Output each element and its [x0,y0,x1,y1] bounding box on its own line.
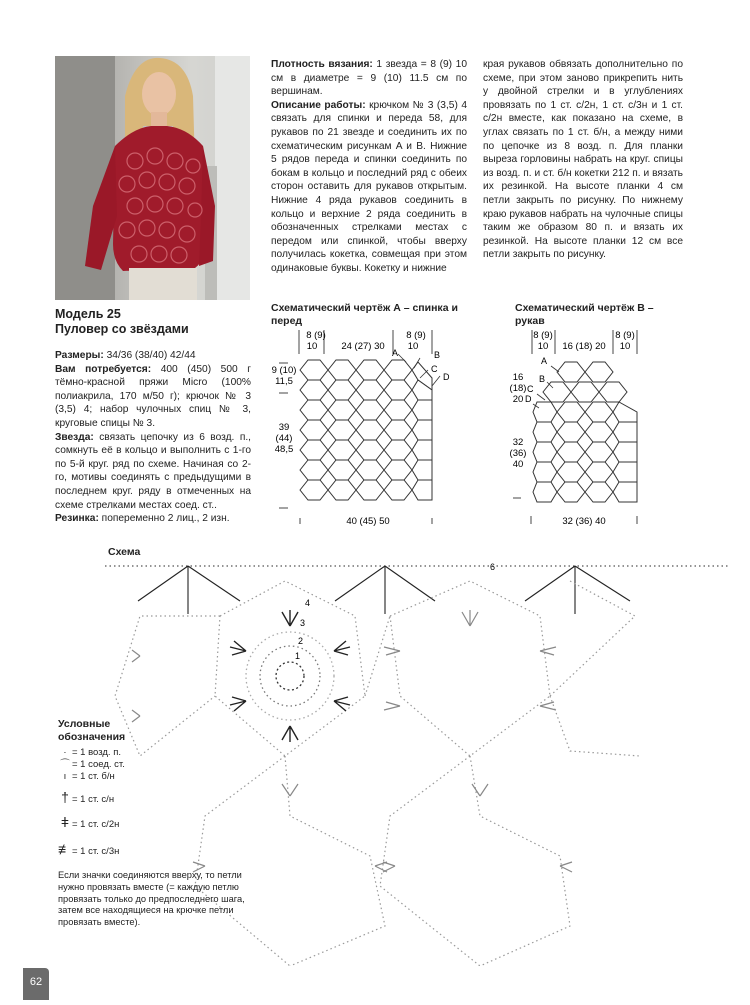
gauge-para: Плотность вязания: 1 звезда = 8 (9) 10 см в диаметре = 9 (10) 11.5 см по вершинам. [271,59,467,98]
diagram-b-title: Схематический чертёж В – рукав [515,302,654,327]
a-letter-b: B [434,350,441,360]
a-side-top-1: 9 (10) [271,365,297,376]
b-side-top-1: 16 [512,372,524,383]
b-side-mid-1: 32 [512,437,524,448]
model-name: Пуловер со звёздами [55,322,189,336]
double-treble-icon: ≢ [58,841,72,857]
b-letter-a: A [541,356,548,366]
diagram-a [268,328,468,528]
legend-item-dc: † = 1 ст. с/н [58,791,258,806]
b-letter-d: D [525,394,532,404]
b-top-left-1: 8 (9) [533,330,553,341]
b-side-mid-3: 40 [512,459,524,470]
b-top-left-2: 10 [537,341,549,352]
description-para: Описание работы: крючком № 3 (3,5) 4 связать для спинки и переда 58, для рукавов по 21 звезде и соединить их по схематическим рисункам A и B. Нижние 5 рядов переда и спинки соединить по бокам в кольцо и последний ряд с обеих сторон оставить для рукавов открытым. Нижние 4 ряда рукавов соединить в кольцо и верхние 2 ряда соединить в обозначенных стрелками местах с передом или спинкой, чтобы вверху получилась кокетка, совмещая при этом одинаковые буквы. Кокетку и нижние [271,99,467,274]
hex-grid-a [300,360,432,500]
a-letter-c: C [431,364,438,374]
diagram-a-title: Схематический чертёж А – спинка и перед [271,302,458,327]
model-number: Модель 25 [55,307,121,321]
legend-item-chain: · = 1 возд. п. [58,747,258,759]
legend-item-tr: ǂ = 1 ст. с/2н [58,816,258,831]
a-top-left-1: 8 (9) [306,330,326,341]
legend-item-sc: ı = 1 ст. б/н [58,771,258,783]
a-bottom: 40 (45) 50 [346,516,390,527]
a-side-mid-1: 39 [278,422,290,433]
single-crochet-icon: ı [63,771,67,782]
slip-stitch-icon: ⌒ [60,759,70,770]
legend-title: Условные обозначения [58,718,126,743]
motif-rounds [246,632,334,720]
right-column [483,58,683,262]
a-side-mid-2: (44) [275,433,293,444]
b-top-right-1: 8 (9) [615,330,635,341]
a-top-mid: 24 (27) 30 [341,341,385,352]
round-num-6: 6 [490,562,496,572]
legend-item-dtr: ≢= 1 ст. с/3н [58,841,120,857]
left-column [55,349,251,526]
a-top-right-2: 10 [407,341,419,352]
b-side-top-2: (18) [509,383,527,394]
a-side-top-2: 11,5 [275,376,293,387]
ribbing-para: Резинка: попеременно 2 лиц., 2 изн. [55,513,230,525]
star-para: Звезда: связать цепочку из 6 возд. п., сомкнуть её в кольцо и выполнить с 1-го по 5-й круг. ряд по схеме. Начиная со 2-го, мотивы соединять с предыдущими в последнем круг. ряду в отмеченных на схеме стрелками местах соед. ст.. [55,431,251,511]
materials-para: Вам потребуется: 400 (450) 500 г тёмно-красной пряжи Micro (100% полиакрила, 170 м/50 г); крючок № 3 (3,5) 4; набор чулочных спиц № 3, круговые спицы № 3. [55,363,251,429]
a-letter-d: D [443,372,450,382]
diagram-b [497,328,657,528]
middle-column [271,58,467,276]
scheme-title: Схема [108,546,141,558]
a-side-mid-3: 48,5 [274,444,294,455]
b-letter-c: C [527,384,534,394]
sizes-para: Размеры: 34/36 (38/40) 42/44 [55,350,196,361]
model-photo [55,56,250,300]
b-side-mid-2: (36) [509,448,527,459]
a-letter-a: A [392,348,399,358]
b-side-top-3: 20 [512,394,524,405]
round-num-4: 4 [305,598,311,608]
model-title [55,307,255,337]
round-num-2: 2 [298,636,304,646]
treble-crochet-icon: ǂ [60,814,70,830]
round-num-3: 3 [300,618,306,628]
legend [58,718,258,929]
finishing-para: края рукавов обвязать дополнительно по схеме, при этом заново прикрепить нить у двойной стрелки и в углублениях провязать по 1 ст. с/2н, 1 ст. с/3н и 1 ст. с/2н вместе, как показано на схеме, в углах связать по 1 ст. б/н, а между ними по цепочке из 8 возд. п. Для планки выреза горловины набрать на круг. спицы из возд. п. и ст. б/н кокетки 212 п. и вязать их резинкой. На высоте планки 4 см петли закрыть по рисунку. По нижнему краю рукавов набрать на чулочные спицы таким же образом 80 п. и вязать их резинкой. На высоте планки 12 см все петли закрыть по рисунку. [483,59,683,261]
double-crochet-icon: † [61,789,69,805]
b-top-mid: 16 (18) 20 [562,341,606,352]
b-bottom: 32 (36) 40 [562,516,606,527]
a-top-left-2: 10 [306,341,318,352]
b-top-right-2: 10 [619,341,631,352]
legend-item-slip: ⌒ = 1 соед. ст. [58,759,258,771]
b-letter-b: B [539,374,546,384]
hex-grid-b [533,362,637,502]
legend-note: Если значки соединяются вверху, то петли нужно провязать вместе (= каждую петлю провязать только до предпоследнего шага, затем все находящиеся на крючке петли провязать вместе). [58,870,245,928]
page-number: 62 [23,968,49,1000]
a-top-right-1: 8 (9) [406,330,426,341]
round-num-1: 1 [295,651,301,661]
chain-symbol-icon: · [63,747,67,758]
